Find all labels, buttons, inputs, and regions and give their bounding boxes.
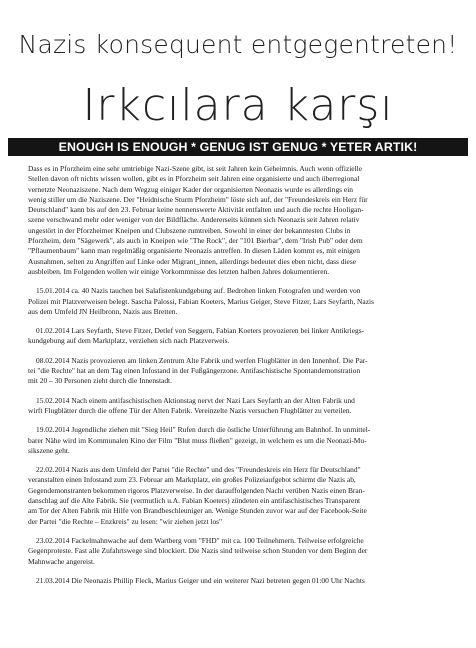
paragraph-intro xyxy=(28,164,450,277)
text-line: Gegenproteste. Fast alle Zufahrtswege sind blockiert. Die Nazis sind teilweise schon Stunden vor dem Beginn der xyxy=(28,546,368,556)
text-line: 01.02.2014 Lars Seyfarth, Steve Fitzer, Detlef von Seggern, Fabian Koeters provozieren bei linker Antikriegs- xyxy=(36,326,365,336)
paragraph-event xyxy=(28,425,450,456)
text-line: vernetzte Neonaziszene. Nach dem Wegzug einiger Kader der organisierten Neonazis wurde es allerdings ein xyxy=(28,184,353,194)
text-line: wenig stiller um die Naziszene. Der "Heidnische Sturm Pforzheim" löste sich auf, der "Freundeskreis ein Herz für xyxy=(28,194,368,204)
text-line: 08.02.2014 Nazis provozieren am linken Zentrum Alte Fabrik und werfen Flugblätter in den Innenhof. Die Par- xyxy=(36,355,368,365)
text-line: Mahnwache angereist. xyxy=(28,556,95,566)
text-line: "Pflaumenbaum" kann man regelmäßig organisierte Neonazis antreffen. In diesen Läden kommt es, mit einigen xyxy=(28,246,360,256)
text-line: ungestört in der Pforzheimer Kneipen und Clubszene rumtreiben. Sowohl in einer der bekanntesten Clubs in xyxy=(28,225,351,235)
text-line: 21.03.2014 Die Neonazis Phillip Fleck, Marius Geiger und ein weiterer Nazi betreten gegen 01:00 Uhr Nachts xyxy=(36,575,365,585)
text-line: 15.01.2014 ca. 40 Nazis tauchen bei Salafistenkundgebung auf. Bedrohen linken Fotografen und werden von xyxy=(36,286,361,296)
text-line: 22.02.2014 Nazis aus dem Umfeld der Partei "die Rechte" und des "Freundeskreis ein Herz für Deutschland" xyxy=(36,465,361,475)
text-line: Gegendemonstranten bekommen rigoros Platzverweise. In der darauffolgenden Nacht verüben Nazis einen Bran- xyxy=(28,485,365,495)
article-body xyxy=(28,164,450,586)
paragraph-event xyxy=(28,465,450,527)
text-line: 23.02.2014 Fackelmahnwache auf dem Wartberg vom "FHD" mit ca. 100 Teilnehmern. Teilweise erfolgreiche xyxy=(36,535,364,545)
text-line: Ausnahmen, selten zu Angriffen auf Linke oder Migrant_innen, allerdings bedeutet dies eben nicht, dass diese xyxy=(28,256,357,266)
text-line: veranstalten einen Infostand zum 23. Februar am Marktplatz, ein großes Polizeiaufgebot schirmt die Nazis ab, xyxy=(28,475,356,485)
paragraph-event xyxy=(28,286,450,317)
text-line: aus dem Umfeld JN Heilbronn, Nazis aus Bretten. xyxy=(28,306,178,316)
paragraph-event xyxy=(28,396,450,417)
text-line: 19.02.2014 Jugendliche ziehen mit "Sieg Heil" Rufen durch die östliche Unterführung am Bahnhof. In unmittel- xyxy=(36,425,371,435)
text-line: am Tor der Alten Fabrik mit Hilfe von Brandbeschleuniger an. Wenige Stunden zuvor war auf der Facebook-Seite xyxy=(28,506,367,516)
text-line: szene verschwand mehr oder weniger von der Bildfläche. Andererseits können sich Neonazis seit Jahren relativ xyxy=(28,215,360,225)
paragraph-event xyxy=(28,536,450,567)
headline: Nazis konsequent entgegentreten! xyxy=(18,30,458,59)
text-line: barer Nähe wird im Kommunalen Kino der Film "Blut muss fließen" gezeigt, in welchem es um die Neonazi-Mu- xyxy=(28,435,367,445)
slogan-banner: ENOUGH IS ENOUGH * GENUG IST GENUG * YETER ARTIK! xyxy=(8,138,468,156)
text-line: der Partei "die Rechte – Enzkreis" zu lesen: "wir ziehen jetzt los" xyxy=(28,516,223,526)
text-line: sikszene geht. xyxy=(28,445,70,455)
text-line: ausbleiben. Im Folgenden wollen wir einige Vorkommnisse des letzten halben Jahres dokumentieren. xyxy=(28,266,330,276)
text-line: Dass es in Pforzheim eine sehr umtriebige Nazi-Szene gibt, ist seit Jahren kein Geheimnis. Auch wenn offizielle xyxy=(28,164,363,173)
text-line: 15.02.2014 Nach einem antifaschistischen Aktionstag nervt der Nazi Lars Seyfarth an der Alten Fabrik und xyxy=(36,395,355,405)
paragraph-event xyxy=(28,356,450,387)
text-line: tei "die Rechte" hat an dem Tag einen Infostand in der Fußgängerzone. Antifaschistische Spontandemonstration xyxy=(28,366,361,376)
text-line: Stellen davon oft nichts wissen wollen, gibt es in Pforzheim seit Jahren eine organisierte und auch überregional xyxy=(28,174,360,184)
paragraph-event xyxy=(28,576,450,586)
text-line: danschlag auf die Alte Fabrik. Sie (vermutlich u.A. Fabian Koeters) zündeten ein antifaschistisches Transparent xyxy=(28,496,361,506)
text-line: Polizei mit Platzverweisen belegt. Sascha Palossi, Fabian Koeters, Marius Geiger, Steve Fitzer, Lars Seyfarth, Nazis xyxy=(28,296,374,306)
text-line: Pforzheim, dem "Sägewerk", als auch in Kneipen wie "The Rock", der "101 Bierbar", dem "Irish Pub" oder dem xyxy=(28,236,363,246)
subheadline: Irkcılara karşı xyxy=(82,80,394,131)
paragraph-event xyxy=(28,326,450,347)
text-line: mit 20 – 30 Personen zieht durch die Innenstadt. xyxy=(28,376,172,386)
text-line: Deutschland" kann bis auf den 23. Februar keine nennenswerte Aktivität entfalten und auch die rechte Hooligan- xyxy=(28,205,364,215)
text-line: wirft Flugblätter durch die offene Tür der Alten Fabrik. Vereinzelte Nazis versuchen Flugblätter zu verteilen. xyxy=(28,405,352,415)
text-line: kundgebung auf dem Marktplatz, verziehen sich nach Platzverweis. xyxy=(28,336,230,346)
